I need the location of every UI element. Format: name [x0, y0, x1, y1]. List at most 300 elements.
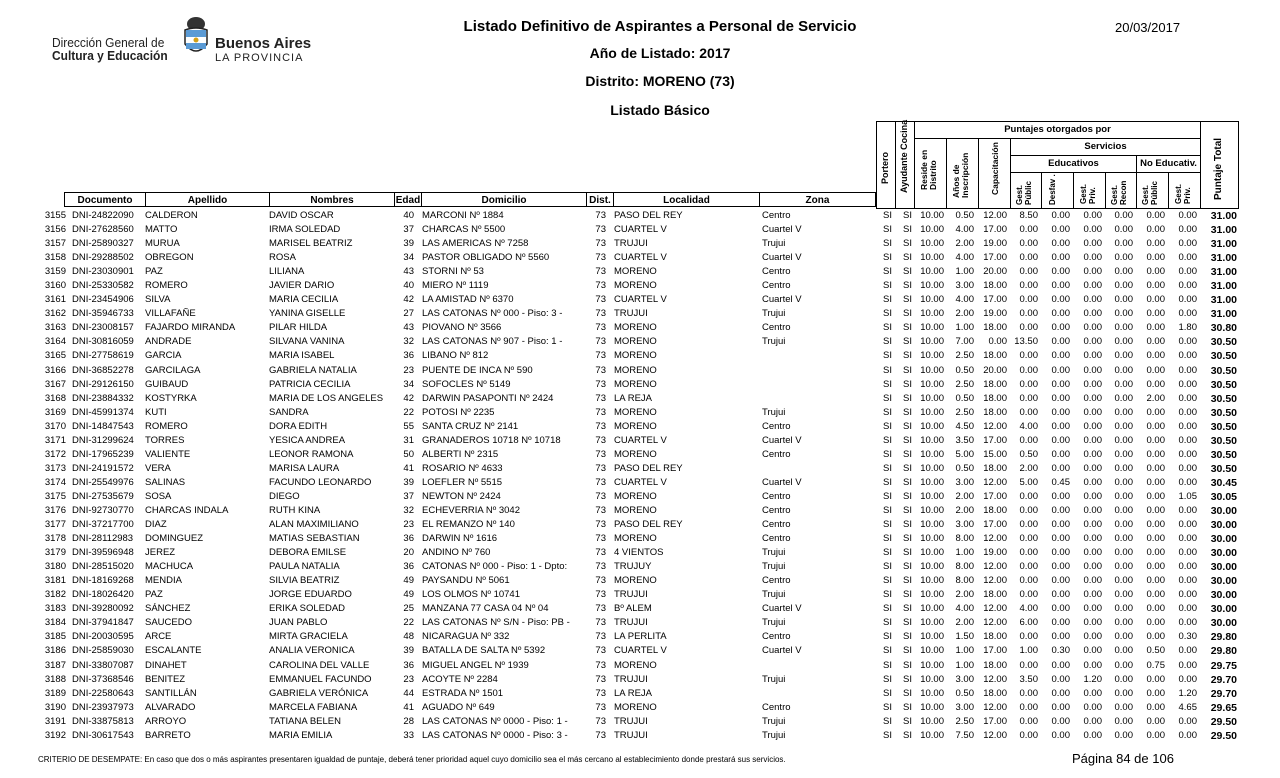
- cell-reside: 10.00: [920, 392, 944, 404]
- cell-portero: SI: [883, 659, 892, 671]
- cell-nombres: SILVANA VANINA: [269, 336, 345, 348]
- cell-anios: 3.50: [955, 434, 974, 446]
- cell-zona: Trujui: [762, 238, 786, 250]
- cell-gest-recon: 0.00: [1114, 406, 1133, 418]
- cell-portero: SI: [883, 266, 892, 278]
- capacitacion-label: Capacitación: [990, 142, 1000, 195]
- gest-priv-label: Gest. Priv.: [1079, 183, 1097, 204]
- cell-gest-priv2: 0.00: [1178, 519, 1197, 531]
- cell-anios: 4.00: [955, 603, 974, 615]
- cell-gest-public: 4.00: [1019, 420, 1038, 432]
- cell-gest-public: 6.00: [1019, 617, 1038, 629]
- cell-anios: 1.50: [955, 631, 974, 643]
- cell-desfav: 0.00: [1051, 406, 1070, 418]
- cell-gest-priv: 0.00: [1083, 266, 1102, 278]
- cell-gest-public: 0.00: [1019, 406, 1038, 418]
- cell-dist: 73: [595, 687, 606, 699]
- cell-row-number: 3185: [44, 631, 66, 643]
- cell-ayudante: SI: [903, 504, 912, 516]
- cell-row-number: 3161: [44, 294, 66, 306]
- cell-gest-priv2: 0.00: [1178, 533, 1197, 545]
- cell-zona: Centro: [762, 504, 791, 516]
- cell-zona: Centro: [762, 519, 791, 531]
- cell-gest-priv2: 0.00: [1178, 476, 1197, 488]
- cell-reside: 10.00: [920, 350, 944, 362]
- cell-reside: 10.00: [920, 547, 944, 559]
- cell-dist: 73: [595, 280, 606, 292]
- cell-puntaje-total: 29.80: [1210, 645, 1237, 658]
- cell-nombres: ANALIA VERONICA: [269, 645, 355, 657]
- cell-domicilio: PASTOR OBLIGADO Nº 5560: [422, 252, 550, 264]
- cell-gest-priv2: 0.00: [1178, 280, 1197, 292]
- cell-edad: 49: [403, 575, 414, 587]
- cell-dist: 73: [595, 519, 606, 531]
- cell-gest-public: 0.00: [1019, 631, 1038, 643]
- cell-zona: Centro: [762, 266, 791, 278]
- cell-dist: 73: [595, 378, 606, 390]
- cell-gest-priv2: 0.00: [1178, 575, 1197, 587]
- cell-portero: SI: [883, 420, 892, 432]
- cell-documento: DNI-25330582: [72, 280, 134, 292]
- cell-dist: 73: [595, 364, 606, 376]
- cell-row-number: 3164: [44, 336, 66, 348]
- cell-capacitacion: 18.00: [983, 687, 1007, 699]
- cell-capacitacion: 17.00: [983, 434, 1007, 446]
- cell-zona: Trujui: [762, 589, 786, 601]
- cell-portero: SI: [883, 434, 892, 446]
- table-row: [0, 321, 1280, 335]
- cell-row-number: 3158: [44, 252, 66, 264]
- cell-domicilio: LAS CATONAS Nº 0000 - Piso: 3 -: [422, 729, 568, 741]
- cell-nombres: SILVIA BEATRIZ: [269, 575, 340, 587]
- cell-reside: 10.00: [920, 701, 944, 713]
- cell-dist: 73: [595, 252, 606, 264]
- cell-zona: Cuartel V: [762, 252, 802, 264]
- cell-edad: 41: [403, 701, 414, 713]
- cell-reside: 10.00: [920, 715, 944, 727]
- cell-gest-recon: 0.00: [1114, 729, 1133, 741]
- cell-ayudante: SI: [903, 547, 912, 559]
- cell-row-number: 3190: [44, 701, 66, 713]
- cell-dist: 73: [595, 589, 606, 601]
- cell-gest-public2: 0.00: [1146, 322, 1165, 334]
- gest-public-label: Gest. Públic: [1015, 180, 1033, 205]
- cell-apellido: JEREZ: [145, 547, 176, 559]
- cell-apellido: MURUA: [145, 238, 180, 250]
- cell-gest-recon: 0.00: [1114, 519, 1133, 531]
- cell-capacitacion: 12.00: [983, 673, 1007, 685]
- cell-localidad: MORENO: [614, 420, 657, 432]
- cell-dist: 73: [595, 224, 606, 236]
- cell-ayudante: SI: [903, 659, 912, 671]
- cell-capacitacion: 18.00: [983, 378, 1007, 390]
- cell-dist: 73: [595, 533, 606, 545]
- cell-gest-recon: 0.00: [1114, 322, 1133, 334]
- cell-gest-recon: 0.00: [1114, 476, 1133, 488]
- cell-reside: 10.00: [920, 519, 944, 531]
- cell-edad: 36: [403, 659, 414, 671]
- cell-row-number: 3156: [44, 224, 66, 236]
- cell-row-number: 3166: [44, 364, 66, 376]
- cell-ayudante: SI: [903, 701, 912, 713]
- cell-puntaje-total: 31.00: [1210, 224, 1237, 237]
- cell-gest-priv: 0.00: [1083, 224, 1102, 236]
- cell-nombres: JUAN PABLO: [269, 617, 328, 629]
- cell-desfav: 0.00: [1051, 280, 1070, 292]
- cell-dist: 73: [595, 434, 606, 446]
- cell-row-number: 3163: [44, 322, 66, 334]
- cell-localidad: MORENO: [614, 490, 657, 502]
- cell-gest-recon: 0.00: [1114, 603, 1133, 615]
- cell-edad: 28: [403, 715, 414, 727]
- cell-row-number: 3155: [44, 210, 66, 221]
- cell-gest-recon: 0.00: [1114, 631, 1133, 643]
- cell-dist: 73: [595, 701, 606, 713]
- cell-desfav: 0.00: [1051, 533, 1070, 545]
- cell-documento: DNI-20030595: [72, 631, 134, 643]
- cell-gest-priv: 0.00: [1083, 490, 1102, 502]
- cell-portero: SI: [883, 575, 892, 587]
- cell-gest-priv2: 0.00: [1178, 308, 1197, 320]
- table-row: [0, 349, 1280, 363]
- cell-documento: DNI-23884332: [72, 392, 134, 404]
- cell-gest-priv2: 0.00: [1178, 364, 1197, 376]
- cell-apellido: VALIENTE: [145, 448, 191, 460]
- cell-localidad: TRUJUY: [614, 561, 652, 573]
- cell-ayudante: SI: [903, 603, 912, 615]
- cell-gest-public: 0.00: [1019, 659, 1038, 671]
- cell-gest-public: 0.00: [1019, 434, 1038, 446]
- cell-zona: Centro: [762, 420, 791, 432]
- cell-nombres: MARIA ISABEL: [269, 350, 335, 362]
- cell-capacitacion: 18.00: [983, 322, 1007, 334]
- cell-edad: 22: [403, 406, 414, 418]
- cell-zona: Trujui: [762, 715, 786, 727]
- cell-edad: 32: [403, 336, 414, 348]
- cell-ayudante: SI: [903, 589, 912, 601]
- cell-zona: Centro: [762, 210, 791, 221]
- cell-dist: 73: [595, 266, 606, 278]
- cell-domicilio: CATONAS Nº 000 - Piso: 1 - Dpto:: [422, 561, 568, 573]
- cell-localidad: CUARTEL V: [614, 294, 667, 306]
- cell-apellido: ANDRADE: [145, 336, 192, 348]
- table-row: [0, 602, 1280, 616]
- cell-anios: 1.00: [955, 645, 974, 657]
- servicios-label: Servicios: [1084, 141, 1127, 152]
- cell-documento: DNI-39596948: [72, 547, 134, 559]
- cell-gest-priv2: 0.00: [1178, 715, 1197, 727]
- cell-gest-priv: 0.00: [1083, 575, 1102, 587]
- cell-zona: Trujui: [762, 547, 786, 559]
- cell-capacitacion: 17.00: [983, 519, 1007, 531]
- anios-label: Años de Inscripción: [951, 152, 970, 198]
- cell-desfav: 0.45: [1051, 476, 1070, 488]
- cell-dist: 73: [595, 392, 606, 404]
- cell-domicilio: ESTRADA Nº 1501: [422, 687, 504, 699]
- cell-row-number: 3165: [44, 350, 66, 362]
- cell-gest-priv: 0.00: [1083, 589, 1102, 601]
- cell-edad: 36: [403, 350, 414, 362]
- cell-portero: SI: [883, 280, 892, 292]
- cell-gest-public2: 0.00: [1146, 280, 1165, 292]
- cell-ayudante: SI: [903, 308, 912, 320]
- cell-zona: Trujui: [762, 673, 786, 685]
- table-row: [0, 532, 1280, 546]
- cell-gest-public2: 0.00: [1146, 575, 1165, 587]
- cell-edad: 37: [403, 224, 414, 236]
- cell-desfav: 0.00: [1051, 448, 1070, 460]
- cell-reside: 10.00: [920, 294, 944, 306]
- cell-gest-public: 0.00: [1019, 575, 1038, 587]
- cell-puntaje-total: 29.50: [1210, 729, 1237, 742]
- table-row: [0, 560, 1280, 574]
- cell-puntaje-total: 30.50: [1210, 336, 1237, 349]
- cell-puntaje-total: 29.70: [1210, 687, 1237, 700]
- cell-anios: 4.00: [955, 294, 974, 306]
- cell-gest-recon: 0.00: [1114, 238, 1133, 250]
- cell-apellido: BARRETO: [145, 729, 191, 741]
- cell-gest-public2: 0.00: [1146, 476, 1165, 488]
- cell-gest-public2: 0.00: [1146, 631, 1165, 643]
- cell-gest-public2: 0.00: [1146, 224, 1165, 236]
- desfav-label: Desfav .: [1048, 174, 1057, 205]
- table-row: [0, 630, 1280, 644]
- cell-desfav: 0.00: [1051, 603, 1070, 615]
- cell-puntaje-total: 30.00: [1210, 547, 1237, 560]
- logo-line2: Cultura y Educación: [52, 48, 168, 63]
- cell-documento: DNI-22580643: [72, 687, 134, 699]
- cell-desfav: 0.00: [1051, 687, 1070, 699]
- cell-edad: 55: [403, 420, 414, 432]
- cell-puntaje-total: 30.00: [1210, 617, 1237, 630]
- cell-localidad: 4 VIENTOS: [614, 547, 664, 559]
- cell-ayudante: SI: [903, 364, 912, 376]
- cell-capacitacion: 17.00: [983, 490, 1007, 502]
- cell-dist: 73: [595, 406, 606, 418]
- cell-gest-public: 0.00: [1019, 224, 1038, 236]
- cell-puntaje-total: 30.45: [1210, 476, 1237, 489]
- cell-portero: SI: [883, 490, 892, 502]
- cell-gest-public: 0.00: [1019, 561, 1038, 573]
- cell-apellido: VILLAFAÑE: [145, 308, 196, 320]
- cell-gest-public: 0.00: [1019, 252, 1038, 264]
- cell-reside: 10.00: [920, 673, 944, 685]
- cell-gest-recon: 0.00: [1114, 673, 1133, 685]
- cell-portero: SI: [883, 238, 892, 250]
- cell-localidad: LA REJA: [614, 687, 653, 699]
- cell-desfav: 0.00: [1051, 420, 1070, 432]
- cell-anios: 2.00: [955, 617, 974, 629]
- cell-documento: DNI-23454906: [72, 294, 134, 306]
- cell-nombres: SANDRA: [269, 406, 309, 418]
- cell-nombres: RUTH KINA: [269, 504, 321, 516]
- cell-gest-priv: 0.00: [1083, 364, 1102, 376]
- cell-puntaje-total: 30.50: [1210, 448, 1237, 461]
- cell-ayudante: SI: [903, 687, 912, 699]
- cell-gest-priv2: 0.00: [1178, 462, 1197, 474]
- cell-apellido: OBREGON: [145, 252, 194, 264]
- cell-row-number: 3183: [44, 603, 66, 615]
- cell-reside: 10.00: [920, 504, 944, 516]
- cell-gest-priv2: 1.20: [1178, 687, 1197, 699]
- cell-row-number: 3188: [44, 673, 66, 685]
- cell-gest-priv2: 0.00: [1178, 392, 1197, 404]
- cell-gest-priv: 0.00: [1083, 350, 1102, 362]
- cell-desfav: 0.00: [1051, 575, 1070, 587]
- cell-anios: 2.00: [955, 490, 974, 502]
- cell-gest-priv: 0.00: [1083, 659, 1102, 671]
- table-row: [0, 701, 1280, 715]
- table-row: [0, 644, 1280, 658]
- cell-portero: SI: [883, 224, 892, 236]
- cell-gest-priv2: 0.00: [1178, 729, 1197, 741]
- cell-row-number: 3176: [44, 504, 66, 516]
- cell-edad: 43: [403, 266, 414, 278]
- cell-ayudante: SI: [903, 673, 912, 685]
- cell-gest-public: 2.00: [1019, 462, 1038, 474]
- table-row: [0, 406, 1280, 420]
- cell-gest-recon: 0.00: [1114, 224, 1133, 236]
- list-year: Año de Listado: 2017: [589, 45, 731, 61]
- cell-capacitacion: 18.00: [983, 659, 1007, 671]
- cell-zona: Trujui: [762, 561, 786, 573]
- cell-dist: 73: [595, 322, 606, 334]
- cell-gest-public2: 0.00: [1146, 490, 1165, 502]
- cell-reside: 10.00: [920, 462, 944, 474]
- cell-reside: 10.00: [920, 280, 944, 292]
- cell-gest-priv: 0.00: [1083, 561, 1102, 573]
- table-row: [0, 490, 1280, 504]
- cell-documento: DNI-37217700: [72, 519, 134, 531]
- cell-nombres: GABRIELA VERÓNICA: [269, 687, 369, 699]
- cell-anios: 0.50: [955, 687, 974, 699]
- cell-zona: Trujui: [762, 406, 786, 418]
- cell-gest-priv2: 0.00: [1178, 547, 1197, 559]
- cell-dist: 73: [595, 673, 606, 685]
- cell-reside: 10.00: [920, 336, 944, 348]
- cell-reside: 10.00: [920, 224, 944, 236]
- cell-gest-priv: 0.00: [1083, 476, 1102, 488]
- cell-zona: Cuartel V: [762, 224, 802, 236]
- reside-label: Reside en Distrito: [919, 149, 938, 190]
- cell-nombres: TATIANA BELEN: [269, 715, 341, 727]
- cell-nombres: DAVID OSCAR: [269, 210, 334, 221]
- cell-documento: DNI-29126150: [72, 378, 134, 390]
- cell-dist: 73: [595, 350, 606, 362]
- cell-capacitacion: 12.00: [983, 603, 1007, 615]
- cell-apellido: GARCILAGA: [145, 364, 201, 376]
- cell-gest-priv2: 0.00: [1178, 673, 1197, 685]
- cell-gest-recon: 0.00: [1114, 715, 1133, 727]
- cell-ayudante: SI: [903, 210, 912, 221]
- cell-gest-public2: 0.00: [1146, 252, 1165, 264]
- cell-ayudante: SI: [903, 631, 912, 643]
- cell-gest-priv2: 0.00: [1178, 294, 1197, 306]
- cell-gest-priv2: 0.00: [1178, 561, 1197, 573]
- cell-gest-public2: 0.00: [1146, 701, 1165, 713]
- cell-dist: 73: [595, 238, 606, 250]
- cell-localidad: MORENO: [614, 448, 657, 460]
- ayudante-label: Ayudante Cocina: [899, 119, 909, 193]
- cell-gest-public2: 0.00: [1146, 547, 1165, 559]
- cell-gest-priv: 0.00: [1083, 547, 1102, 559]
- cell-gest-public2: 0.00: [1146, 617, 1165, 629]
- cell-gest-priv2: 0.00: [1178, 350, 1197, 362]
- cell-puntaje-total: 29.50: [1210, 715, 1237, 728]
- cell-capacitacion: 12.00: [983, 561, 1007, 573]
- cell-edad: 42: [403, 392, 414, 404]
- cell-gest-public: 0.00: [1019, 504, 1038, 516]
- cell-gest-public2: 0.00: [1146, 687, 1165, 699]
- cell-dist: 73: [595, 575, 606, 587]
- cell-localidad: PASO DEL REY: [614, 519, 683, 531]
- cell-domicilio: SOFOCLES Nº 5149: [422, 378, 511, 390]
- cell-anios: 8.00: [955, 533, 974, 545]
- cell-gest-recon: 0.00: [1114, 266, 1133, 278]
- cell-row-number: 3180: [44, 561, 66, 573]
- table-row: [0, 462, 1280, 476]
- cell-puntaje-total: 30.00: [1210, 589, 1237, 602]
- cell-gest-public2: 0.00: [1146, 715, 1165, 727]
- cell-portero: SI: [883, 406, 892, 418]
- cell-desfav: 0.00: [1051, 210, 1070, 221]
- cell-edad: 48: [403, 631, 414, 643]
- cell-anios: 0.50: [955, 364, 974, 376]
- cell-desfav: 0.00: [1051, 715, 1070, 727]
- cell-gest-public2: 0.00: [1146, 589, 1165, 601]
- cell-portero: SI: [883, 715, 892, 727]
- cell-gest-priv: 0.00: [1083, 210, 1102, 221]
- cell-puntaje-total: 29.80: [1210, 631, 1237, 644]
- cell-anios: 1.00: [955, 547, 974, 559]
- cell-gest-public2: 0.00: [1146, 603, 1165, 615]
- cell-capacitacion: 18.00: [983, 462, 1007, 474]
- cell-gest-priv2: 0.00: [1178, 617, 1197, 629]
- cell-desfav: 0.00: [1051, 561, 1070, 573]
- desfav-header: [1041, 172, 1074, 209]
- cell-ayudante: SI: [903, 350, 912, 362]
- cell-ayudante: SI: [903, 238, 912, 250]
- cell-documento: DNI-92730770: [72, 504, 134, 516]
- cell-ayudante: SI: [903, 252, 912, 264]
- cell-domicilio: MIERO Nº 1119: [422, 280, 489, 292]
- cell-desfav: 0.00: [1051, 252, 1070, 264]
- cell-nombres: LILIANA: [269, 266, 305, 278]
- cell-domicilio: ECHEVERRIA Nº 3042: [422, 504, 520, 516]
- cell-gest-recon: 0.00: [1114, 547, 1133, 559]
- cell-portero: SI: [883, 701, 892, 713]
- cell-zona: Cuartel V: [762, 645, 802, 657]
- gest-priv2-label: Gest. Priv.: [1174, 183, 1192, 204]
- cell-documento: DNI-25549976: [72, 476, 134, 488]
- cell-dist: 73: [595, 490, 606, 502]
- cell-edad: 39: [403, 476, 414, 488]
- cell-gest-public2: 0.00: [1146, 561, 1165, 573]
- cell-localidad: MORENO: [614, 350, 657, 362]
- col-domicilio: Domicilio: [421, 192, 587, 207]
- cell-gest-priv: 0.00: [1083, 603, 1102, 615]
- cell-documento: DNI-28515020: [72, 561, 134, 573]
- cell-gest-recon: 0.00: [1114, 252, 1133, 264]
- cell-dist: 73: [595, 210, 606, 221]
- cell-puntaje-total: 31.00: [1210, 266, 1237, 279]
- cell-domicilio: SANTA CRUZ Nº 2141: [422, 420, 519, 432]
- cell-nombres: MARISEL BEATRIZ: [269, 238, 353, 250]
- cell-domicilio: CHARCAS Nº 5500: [422, 224, 506, 236]
- table-row: [0, 715, 1280, 729]
- cell-gest-public: 13.50: [1014, 336, 1038, 348]
- cell-zona: Trujui: [762, 617, 786, 629]
